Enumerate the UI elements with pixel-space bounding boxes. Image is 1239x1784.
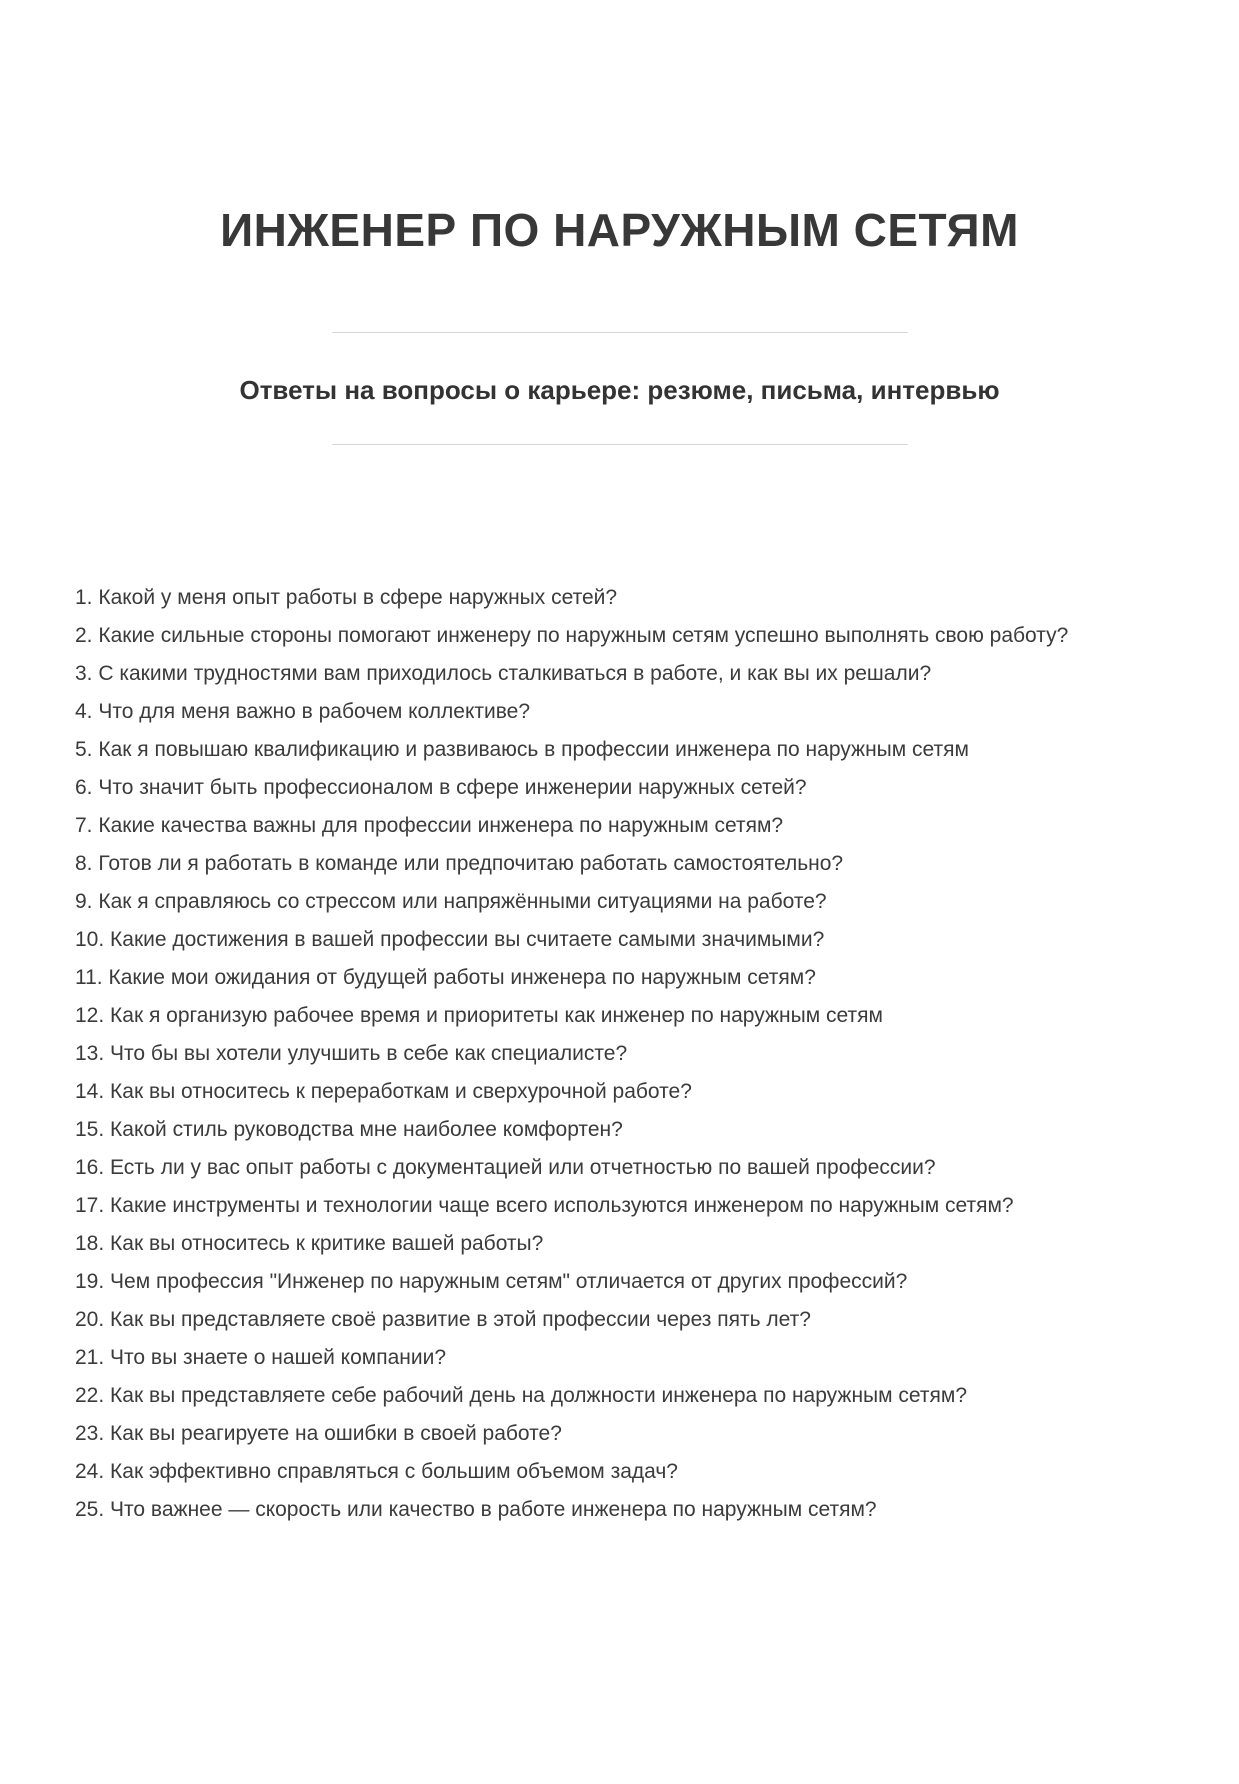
question-item: 21. Что вы знаете о нашей компании? bbox=[75, 1346, 446, 1370]
question-item: 11. Какие мои ожидания от будущей работы инженера по наружным сетям? bbox=[75, 966, 816, 990]
divider-top bbox=[332, 332, 908, 333]
question-item: 7. Какие качества важны для профессии инженера по наружным сетям? bbox=[75, 814, 784, 838]
question-item: 15. Какой стиль руководства мне наиболее комфортен? bbox=[75, 1118, 623, 1142]
question-item: 19. Чем профессия "Инженер по наружным сетям" отличается от других профессий? bbox=[75, 1270, 908, 1294]
question-item: 2. Какие сильные стороны помогают инженеру по наружным сетям успешно выполнять свою работу? bbox=[75, 624, 1069, 648]
question-item: 18. Как вы относитесь к критике вашей работы? bbox=[75, 1232, 544, 1256]
question-item: 23. Как вы реагируете на ошибки в своей работе? bbox=[75, 1422, 562, 1446]
question-item: 22. Как вы представляете себе рабочий день на должности инженера по наружным сетям? bbox=[75, 1384, 968, 1408]
page-subtitle: Ответы на вопросы о карьере: резюме, письма, интервью bbox=[239, 375, 1000, 405]
document-page bbox=[0, 31, 1239, 1784]
question-item: 1. Какой у меня опыт работы в сфере наружных сетей? bbox=[75, 586, 618, 610]
divider-bottom bbox=[332, 444, 908, 445]
page-title: ИНЖЕНЕР ПО НАРУЖНЫМ СЕТЯМ bbox=[220, 203, 1019, 256]
question-item: 24. Как эффективно справляться с большим объемом задач? bbox=[75, 1460, 678, 1484]
question-item: 13. Что бы вы хотели улучшить в себе как специалисте? bbox=[75, 1042, 628, 1066]
question-item: 4. Что для меня важно в рабочем коллективе? bbox=[75, 700, 530, 724]
questions-list bbox=[75, 581, 1105, 1526]
question-item: 20. Как вы представляете своё развитие в этой профессии через пять лет? bbox=[75, 1308, 811, 1332]
question-item: 12. Как я организую рабочее время и приоритеты как инженер по наружным сетям bbox=[75, 1004, 883, 1028]
question-item: 9. Как я справляюсь со стрессом или напряжёнными ситуациями на работе? bbox=[75, 890, 827, 914]
question-item: 14. Как вы относитесь к переработкам и сверхурочной работе? bbox=[75, 1080, 692, 1104]
question-item: 6. Что значит быть профессионалом в сфере инженерии наружных сетей? bbox=[75, 776, 807, 800]
question-item: 5. Как я повышаю квалификацию и развиваюсь в профессии инженера по наружным сетям bbox=[75, 738, 969, 762]
question-item: 8. Готов ли я работать в команде или предпочитаю работать самостоятельно? bbox=[75, 852, 844, 876]
question-item: 17. Какие инструменты и технологии чаще всего используются инженером по наружным сетям? bbox=[75, 1194, 1014, 1218]
question-item: 3. С какими трудностями вам приходилось сталкиваться в работе, и как вы их решали? bbox=[75, 662, 932, 686]
question-item: 16. Есть ли у вас опыт работы с документацией или отчетностью по вашей профессии? bbox=[75, 1156, 936, 1180]
question-item: 10. Какие достижения в вашей профессии вы считаете самыми значимыми? bbox=[75, 928, 825, 952]
question-item: 25. Что важнее — скорость или качество в работе инженера по наружным сетям? bbox=[75, 1498, 877, 1522]
